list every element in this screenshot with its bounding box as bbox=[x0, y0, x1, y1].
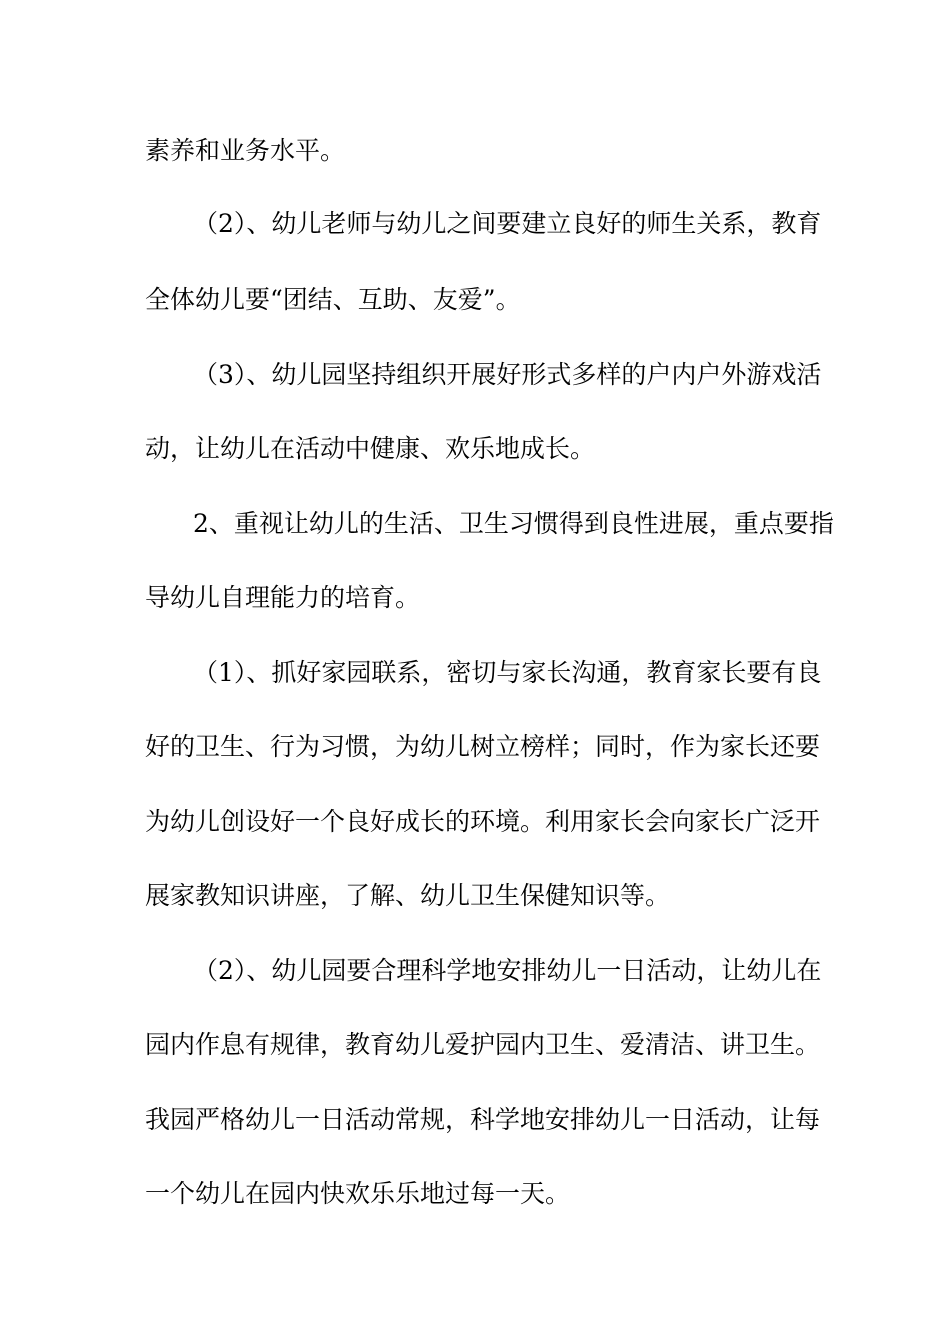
text-line: （1）、抓好家园联系，密切与家长沟通，教育家长要有良 bbox=[193, 658, 822, 687]
text-line: 2、重视让幼儿的生活、卫生习惯得到良性进展，重点要指 bbox=[193, 509, 834, 538]
text-line: 为幼儿创设好一个良好成长的环境。利用家长会向家长广泛开 bbox=[145, 807, 821, 836]
text-line: 一个幼儿在园内快欢乐乐地过每一天。 bbox=[145, 1179, 571, 1208]
text-line: 我园严格幼儿一日活动常规，科学地安排幼儿一日活动，让每 bbox=[145, 1105, 821, 1134]
text-line: 导幼儿自理能力的培育。 bbox=[145, 583, 421, 612]
text-line: 素养和业务水平。 bbox=[145, 136, 346, 165]
text-line: （2）、幼儿园要合理科学地安排幼儿一日活动，让幼儿在 bbox=[193, 956, 822, 985]
text-line: 展家教知识讲座，了解、幼儿卫生保健知识等。 bbox=[145, 881, 671, 910]
text-line: （2）、幼儿老师与幼儿之间要建立良好的师生关系，教育 bbox=[193, 209, 822, 238]
text-line: 好的卫生、行为习惯，为幼儿树立榜样；同时，作为家长还要 bbox=[145, 732, 821, 761]
text-line: 园内作息有规律，教育幼儿爱护园内卫生、爱清洁、讲卫生。 bbox=[145, 1030, 821, 1059]
text-line: 全体幼儿要“团结、互助、友爱”。 bbox=[145, 285, 521, 314]
text-line: （3）、幼儿园坚持组织开展好形式多样的户内户外游戏活 bbox=[193, 360, 822, 389]
text-line: 动，让幼儿在活动中健康、欢乐地成长。 bbox=[145, 434, 596, 463]
